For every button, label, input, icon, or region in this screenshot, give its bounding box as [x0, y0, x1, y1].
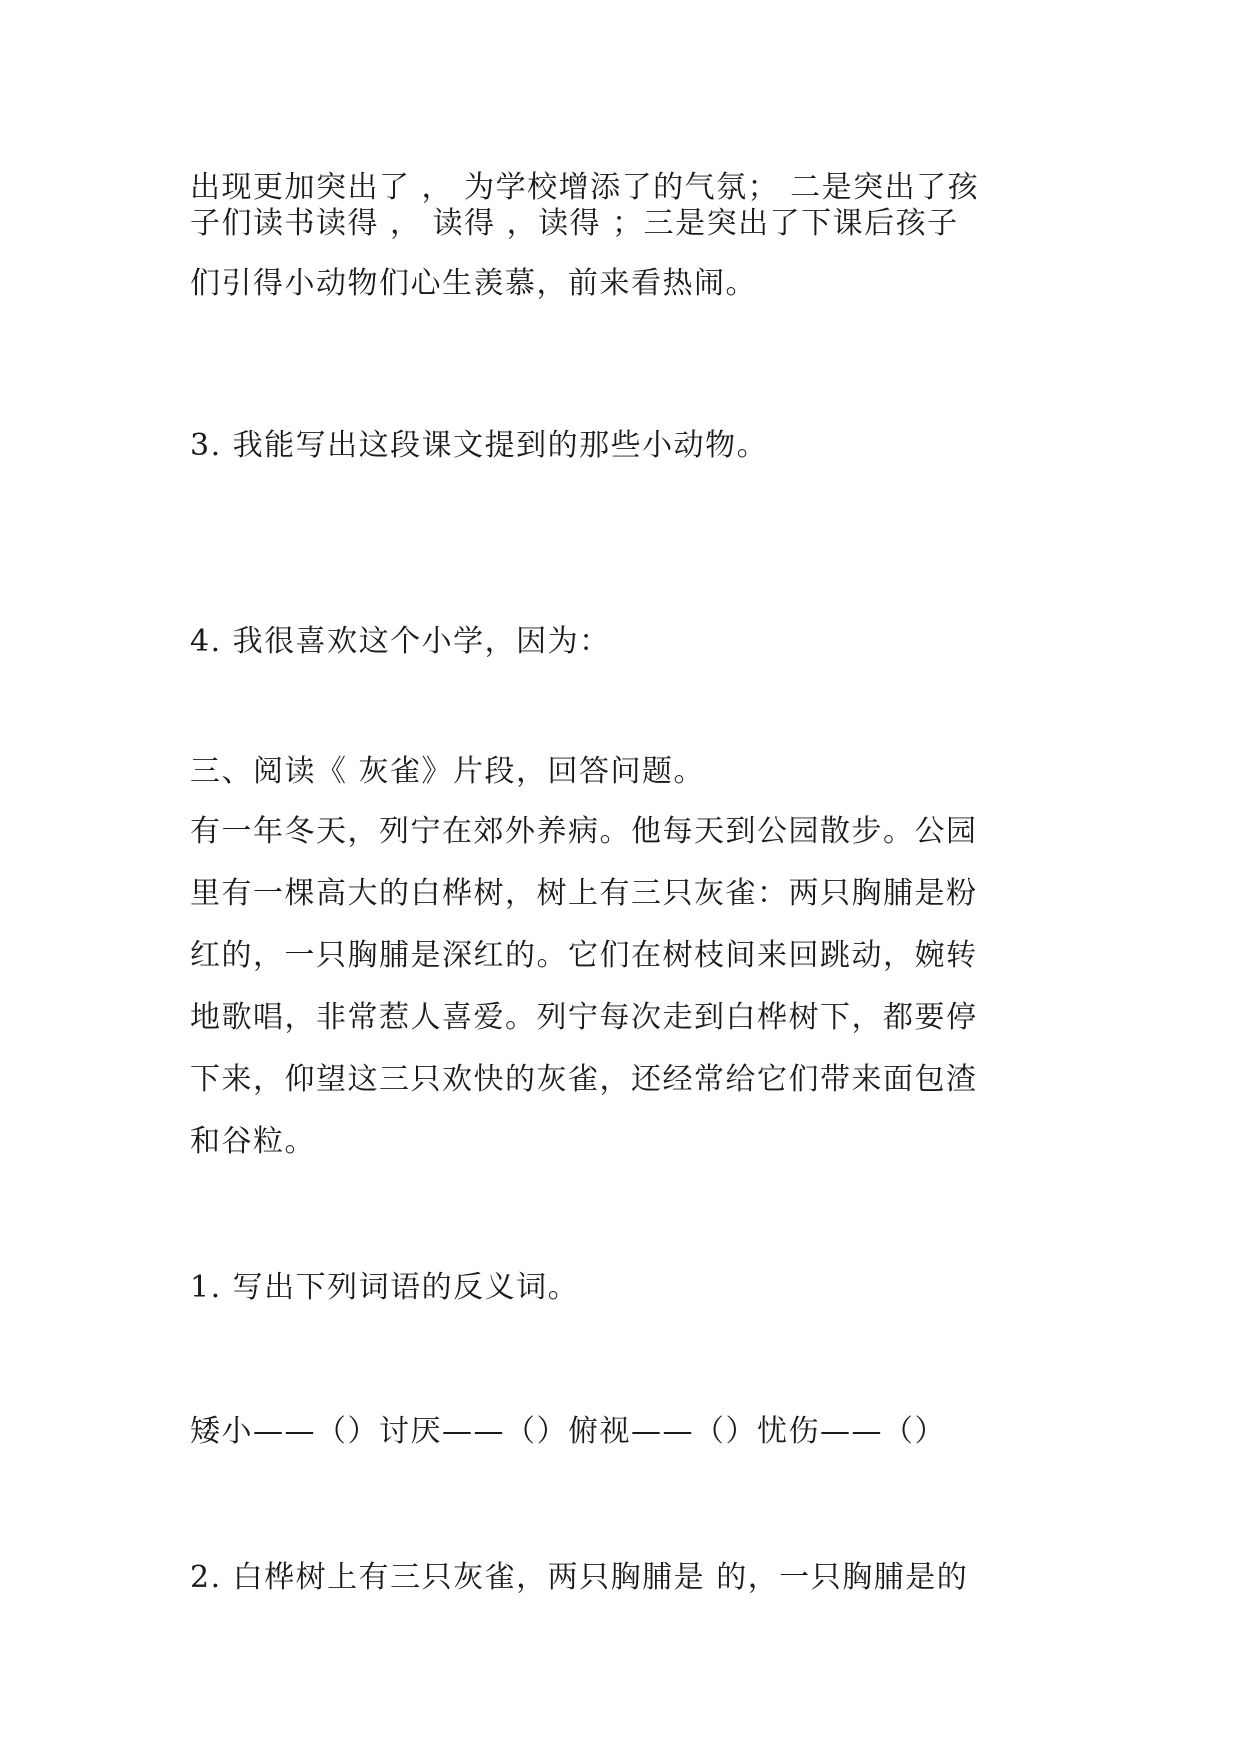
q2-continued-line-1: 出现更加突出了 ， 为学校增添了的气氛； 二是突出了孩 [190, 170, 980, 205]
passage-line-1: 有一年冬天，列宁在郊外养病。他每天到公园散步。公园 [190, 814, 978, 849]
question-3: 3. 我能写出这段课文提到的那些小动物。 [190, 428, 769, 463]
question-4: 4. 我很喜欢这个小学，因为： [190, 624, 611, 659]
section-3-question-2: 2. 白桦树上有三只灰雀，两只胸脯是 的，一只胸脯是的 [190, 1560, 969, 1595]
q2-continued-line-2: 子们读书读得 ， 读得 ，读得 ；三是突出了下课后孩子 [190, 206, 959, 241]
passage-line-6: 和谷粒。 [190, 1124, 316, 1159]
section-3-heading: 三、阅读《 灰雀》片段，回答问题。 [190, 754, 706, 789]
antonym-blanks: 矮小——（）讨厌——（）俯视——（）忧伤——（） [190, 1414, 946, 1449]
passage-line-5: 下来，仰望这三只欢快的灰雀，还经常给它们带来面包渣 [190, 1062, 978, 1097]
section-3-question-1: 1. 写出下列词语的反义词。 [190, 1270, 580, 1305]
passage-line-2: 里有一棵高大的白桦树，树上有三只灰雀：两只胸脯是粉 [190, 876, 978, 911]
passage-line-4: 地歌唱，非常惹人喜爱。列宁每次走到白桦树下，都要停 [190, 1000, 978, 1035]
passage-line-3: 红的，一只胸脯是深红的。它们在树枝间来回跳动，婉转 [190, 938, 978, 973]
q2-continued-line-3: 们引得小动物们心生羡慕，前来看热闹。 [190, 266, 757, 301]
